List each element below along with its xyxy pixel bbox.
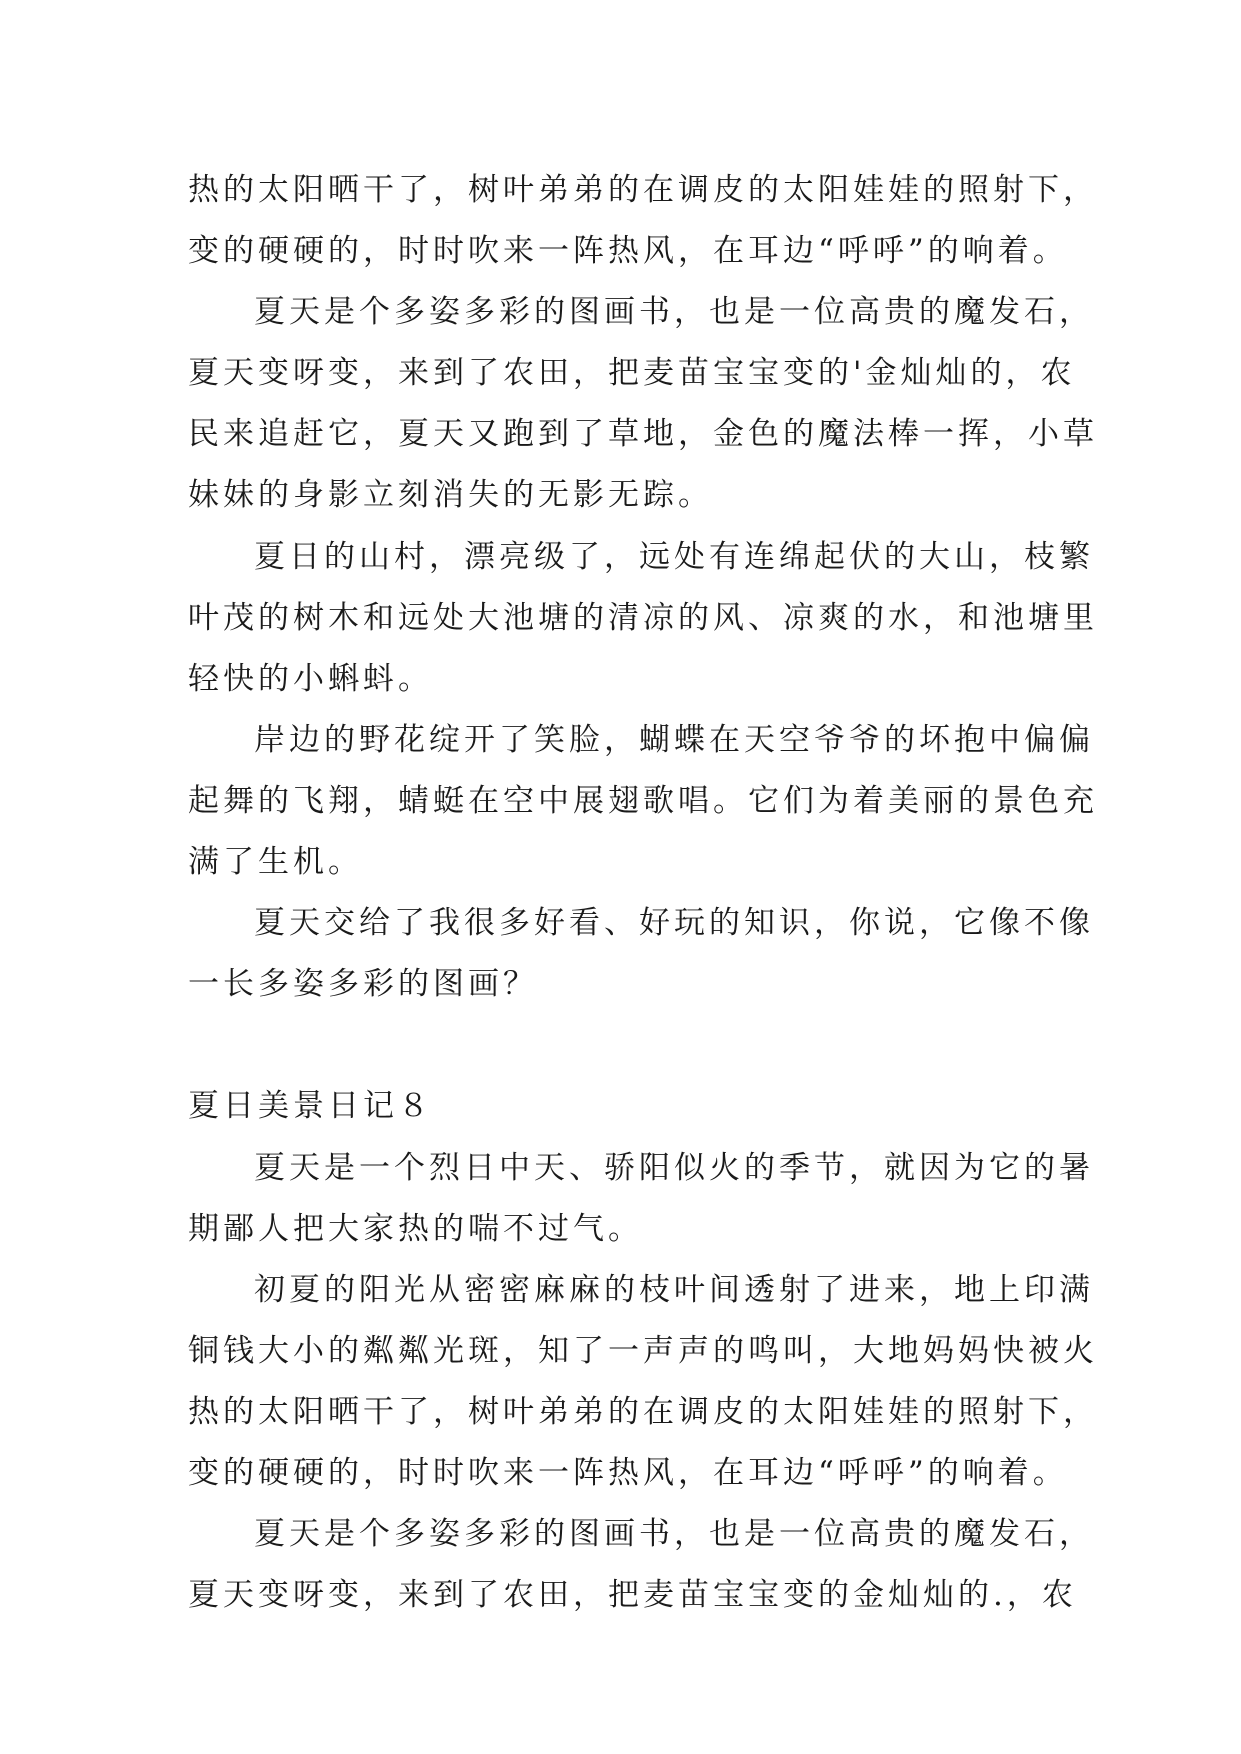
text-line: 初夏的阳光从密密麻麻的枝叶间透射了进来，地上印满 xyxy=(254,1271,1094,1308)
text-line: 热的太阳晒干了，树叶弟弟的在调皮的太阳娃娃的照射下， xyxy=(188,1393,1098,1430)
paragraph-magic-1 xyxy=(188,282,1098,526)
text-line: 民来追赶它，夏天又跑到了草地，金色的魔法棒一挥，小草 xyxy=(188,416,1098,453)
text-line: 夏天是个多姿多彩的图画书，也是一位高贵的魔发石， xyxy=(254,1516,1094,1553)
text-line: 起舞的飞翔，蜻蜓在空中展翅歌唱。它们为着美丽的景色充 xyxy=(188,782,1098,819)
text-line: 轻快的小蝌蚪。 xyxy=(188,660,433,697)
paragraph-intro-tail xyxy=(188,160,1098,282)
text-line: 叶茂的树木和远处大池塘的清凉的风、凉爽的水，和池塘里 xyxy=(188,599,1098,636)
diary-title: 夏日美景日记８ xyxy=(188,1088,433,1125)
blank-line xyxy=(188,1015,1068,1076)
document-page xyxy=(188,160,1098,1626)
text-line: 变的硬硬的，时时吹来一阵热风，在耳边“呼呼”的响着。 xyxy=(188,233,1068,270)
text-line: 热的太阳晒干了，树叶弟弟的在调皮的太阳娃娃的照射下， xyxy=(188,172,1098,208)
text-line: 一长多姿多彩的图画？ xyxy=(188,966,538,1003)
paragraph-shore xyxy=(188,710,1098,893)
paragraph-magic-2 xyxy=(188,1504,1094,1626)
text-line: 夏天是个多姿多彩的图画书，也是一位高贵的魔发石， xyxy=(254,294,1094,331)
text-line: 夏天交给了我很多好看、好玩的知识，你说，它像不像 xyxy=(254,905,1094,942)
text-line: 变的硬硬的，时时吹来一阵热风，在耳边“呼呼”的响着。 xyxy=(188,1454,1068,1491)
text-line: 满了生机。 xyxy=(188,844,363,881)
text-line: 铜钱大小的粼粼光斑，知了一声声的鸣叫，大地妈妈快被火 xyxy=(188,1332,1098,1369)
paragraph-early-summer xyxy=(188,1260,1098,1504)
text-line: 夏天是一个烈日中天、骄阳似火的季节，就因为它的暑 xyxy=(254,1149,1094,1186)
text-line: 夏天变呀变，来到了农田，把麦苗宝宝变的金灿灿的.，农 xyxy=(188,1577,1077,1614)
paragraph-season xyxy=(188,1138,1094,1260)
text-line: 夏天变呀变，来到了农田，把麦苗宝宝变的'金灿灿的，农 xyxy=(188,355,1076,392)
text-line: 期鄙人把大家热的喘不过气。 xyxy=(188,1210,643,1247)
text-line: 夏日的山村，漂亮级了，远处有连绵起伏的大山，枝繁 xyxy=(254,538,1094,575)
paragraph-village xyxy=(188,527,1098,710)
text-line: 妹妹的身影立刻消失的无影无踪。 xyxy=(188,477,713,514)
paragraph-summary xyxy=(188,893,1094,1015)
text-line: 岸边的野花绽开了笑脸，蝴蝶在天空爷爷的坏抱中偏偏 xyxy=(254,721,1094,758)
